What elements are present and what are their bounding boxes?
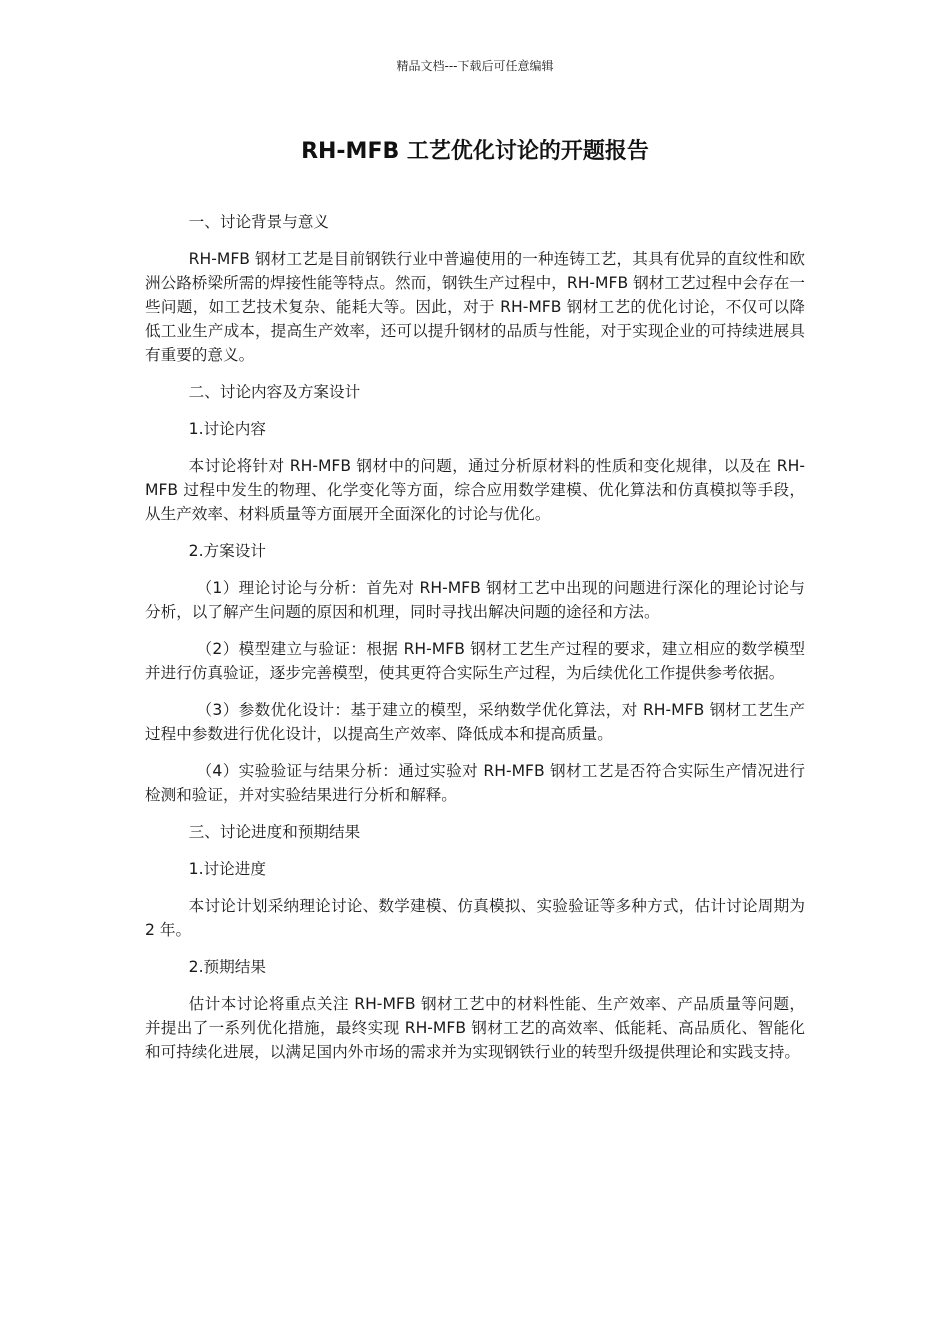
plan-item-4: （4）实验验证与结果分析：通过实验对 RH-MFB 钢材工艺是否符合实际生产情况进行检测和验证，并对实验结果进行分析和解释。 bbox=[145, 762, 805, 804]
section-3-heading: 三、讨论进度和预期结果 bbox=[188, 823, 361, 841]
section-1-paragraph: RH-MFB 钢材工艺是目前钢铁行业中普遍使用的一种连铸工艺，其具有优异的直纹性和欧洲公路桥梁所需的焊接性能等特点。然而，钢铁生产过程中，RH-MFB 钢材工艺过程中会存在一些问题，如工艺技术复杂、能耗大等。因此，对于 RH-MFB 钢材工艺的优化讨论，不仅可以降低工业生产成本，提高生产效率，还可以提升钢材的品质与性能，对于实现企业的可持续进展具有重要的意义。 bbox=[145, 250, 805, 364]
document-title: RH-MFB 工艺优化讨论的开题报告 bbox=[301, 139, 649, 164]
plan-item-1: （1）理论讨论与分析：首先对 RH-MFB 钢材工艺中出现的问题进行深化的理论讨论与分析，以了解产生问题的原因和机理，同时寻找出解决问题的途径和方法。 bbox=[145, 579, 805, 621]
section-3-subheading-results: 2.预期结果 bbox=[188, 958, 266, 976]
section-2-subheading-content: 1.讨论内容 bbox=[188, 420, 266, 438]
section-2-content-paragraph: 本讨论将针对 RH-MFB 钢材中的问题，通过分析原材料的性质和变化规律，以及在 RH-MFB 过程中发生的物理、化学变化等方面，综合应用数学建模、优化算法和仿真模拟等手段，从生产效率、材料质量等方面展开全面深化的讨论与优化。 bbox=[145, 457, 805, 523]
plan-item-3: （3）参数优化设计：基于建立的模型，采纳数学优化算法，对 RH-MFB 钢材工艺生产过程中参数进行优化设计，以提高生产效率、降低成本和提高质量。 bbox=[145, 701, 805, 743]
section-3-progress-paragraph: 本讨论计划采纳理论讨论、数学建模、仿真模拟、实验验证等多种方式，估计讨论周期为 2 年。 bbox=[145, 897, 805, 939]
page-header-watermark: 精品文档---下载后可任意编辑 bbox=[396, 59, 554, 73]
section-2-subheading-plan: 2.方案设计 bbox=[188, 542, 266, 560]
section-3-results-paragraph: 估计本讨论将重点关注 RH-MFB 钢材工艺中的材料性能、生产效率、产品质量等问题，并提出了一系列优化措施，最终实现 RH-MFB 钢材工艺的高效率、低能耗、高品质化、智能化和可持续化进展，以满足国内外市场的需求并为实现钢铁行业的转型升级提供理论和实践支持。 bbox=[145, 995, 805, 1061]
section-2-heading: 二、讨论内容及方案设计 bbox=[188, 383, 361, 401]
plan-item-2: （2）模型建立与验证：根据 RH-MFB 钢材工艺生产过程的要求，建立相应的数学模型并进行仿真验证，逐步完善模型，使其更符合实际生产过程，为后续优化工作提供参考依据。 bbox=[145, 640, 805, 682]
section-1-heading: 一、讨论背景与意义 bbox=[188, 213, 330, 231]
section-3-subheading-progress: 1.讨论进度 bbox=[188, 860, 266, 878]
document-body bbox=[145, 210, 805, 1077]
